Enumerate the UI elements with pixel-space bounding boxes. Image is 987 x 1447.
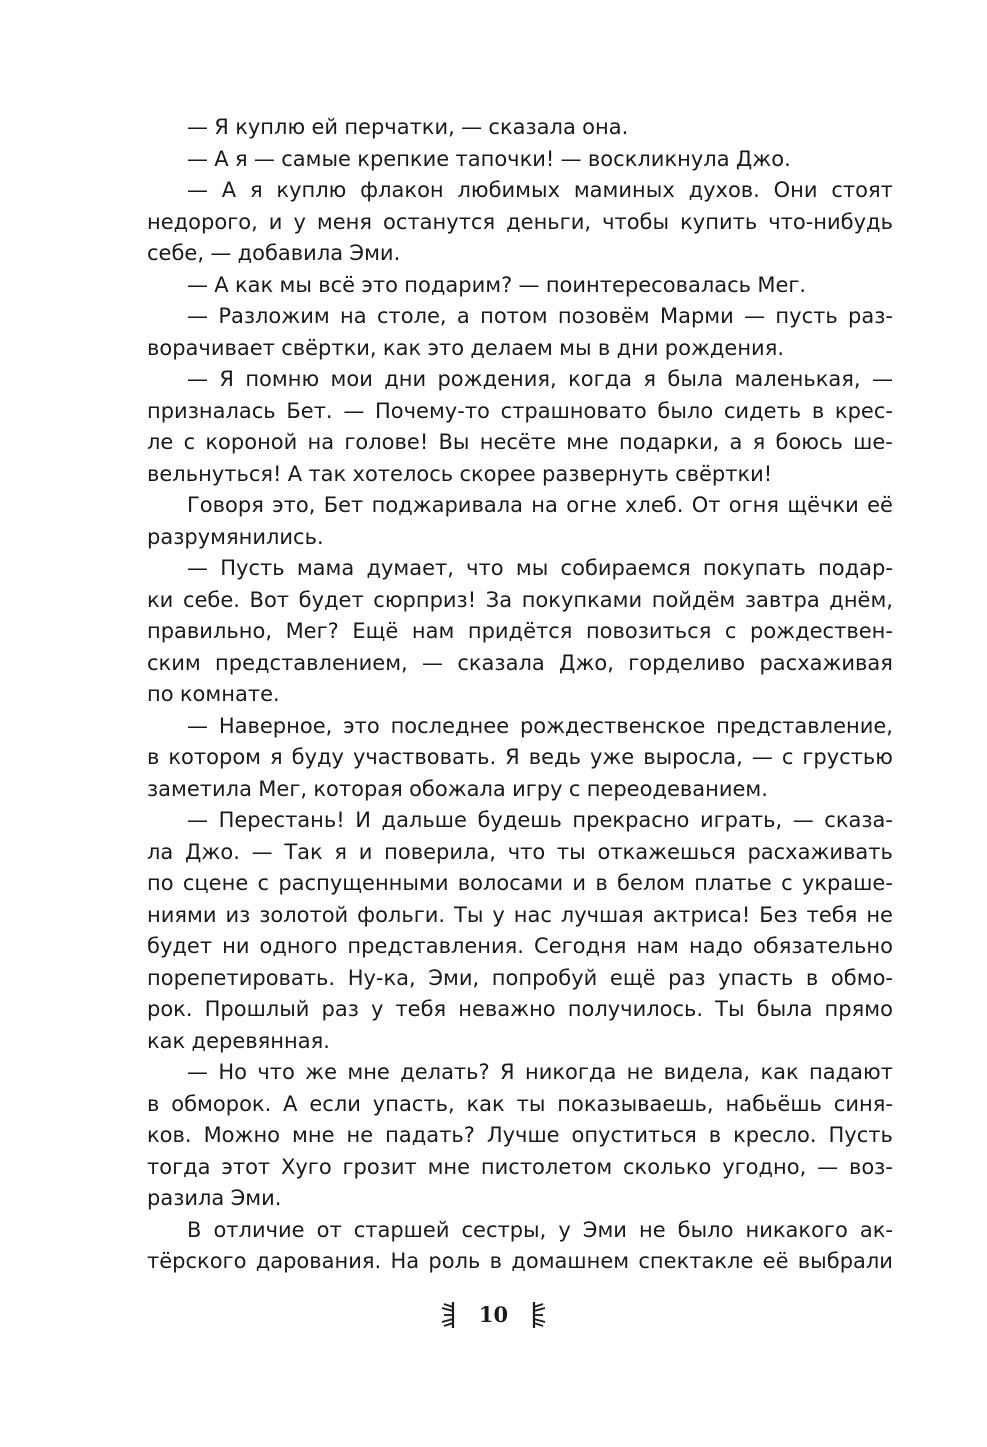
text-line: ле с короной на голове! Вы несёте мне подарки, а я боюсь ше- [147, 430, 893, 454]
text-line: тёрского дарования. На роль в домашнем спектакле её выбрали [147, 1249, 893, 1273]
text-line: В отличие от старшей сестры, у Эми не было никакого ак- [187, 1217, 893, 1242]
text-line: правильно, Мег? Ещё нам придётся повозиться с рождествен- [147, 619, 893, 643]
text-line: в обморок. А если упасть, как ты показываешь, набьёшь синя- [147, 1091, 893, 1116]
sprig-ornament-left-icon [439, 1300, 459, 1330]
text-line: рок. Прошлый раз у тебя неважно получилось. Ты была прямо [147, 997, 893, 1021]
text-line: ским представлением, — сказала Джо, горделиво расхаживая [147, 650, 893, 675]
text-line: себе, — добавила Эми. [147, 241, 401, 265]
page-number: 10 [478, 1302, 509, 1327]
text-line: — Разложим на столе, а потом позовём Марми — пусть раз- [187, 304, 893, 328]
text-line: порепетировать. Ну-ка, Эми, попробуй ещё раз упасть в обмо- [147, 965, 893, 990]
text-line: вельнуться! А так хотелось скорее развернуть свёртки! [147, 461, 773, 486]
text-line: разила Эми. [147, 1186, 282, 1210]
text-line: — А я куплю флакон любимых маминых духов. Они стоят [187, 178, 893, 202]
text-line: призналась Бет. — Почему-то страшновато было сидеть в крес- [147, 398, 893, 423]
text-line: ла Джо. — Так я и поверила, что ты откажешься расхаживать [147, 839, 893, 864]
body-text [147, 112, 893, 1278]
text-line: в котором я буду участвовать. Я ведь уже выросла, — с грустью [147, 745, 893, 769]
text-line: — Я куплю ей перчатки, — сказала она. [187, 115, 629, 139]
text-line: заметила Мег, которая обожала игру с переодеванием. [147, 776, 768, 801]
text-line: ков. Можно мне не падать? Лучше опуститься в кресло. Пусть [147, 1123, 893, 1147]
text-line: — Наверное, это последнее рождественское представление, [187, 713, 893, 738]
text-line: по сцене с распущенными волосами и в белом платье с украше- [147, 871, 893, 895]
text-line: как деревянная. [147, 1028, 330, 1053]
text-line: — Я помню мои дни рождения, когда я была маленькая, — [187, 367, 893, 391]
text-line: по комнате. [147, 682, 280, 706]
text-line: ворачивает свёртки, как это делаем мы в дни рождения. [147, 335, 785, 360]
text-line: — Перестань! И дальше будешь прекрасно играть, — сказа- [187, 808, 893, 832]
text-line: будет ни одного представления. Сегодня нам надо обязательно [147, 934, 893, 958]
text-line: тогда этот Хуго грозит мне пистолетом сколько угодно, — воз- [147, 1154, 893, 1179]
page-footer [0, 1300, 987, 1330]
text-line: разрумянились. [147, 524, 324, 549]
text-line: — Но что же мне делать? Я никогда не видела, как падают [187, 1060, 893, 1084]
text-line: — Пусть мама думает, что мы собираемся покупать подар- [187, 556, 893, 580]
text-line: — А я — самые крепкие тапочки! — воскликнула Джо. [187, 146, 791, 171]
text-line: ниями из золотой фольги. Ты у нас лучшая актриса! Без тебя не [147, 902, 893, 927]
sprig-ornament-right-icon [528, 1300, 548, 1330]
text-line: недорого, и у меня останутся деньги, чтобы купить что-нибудь [147, 209, 893, 234]
text-line: Говоря это, Бет поджаривала на огне хлеб. От огня щёчки её [187, 493, 893, 517]
text-line: — А как мы всё это подарим? — поинтересовалась Мег. [187, 272, 807, 297]
text-line: ки себе. Вот будет сюрприз! За покупками пойдём завтра днём, [147, 587, 893, 612]
